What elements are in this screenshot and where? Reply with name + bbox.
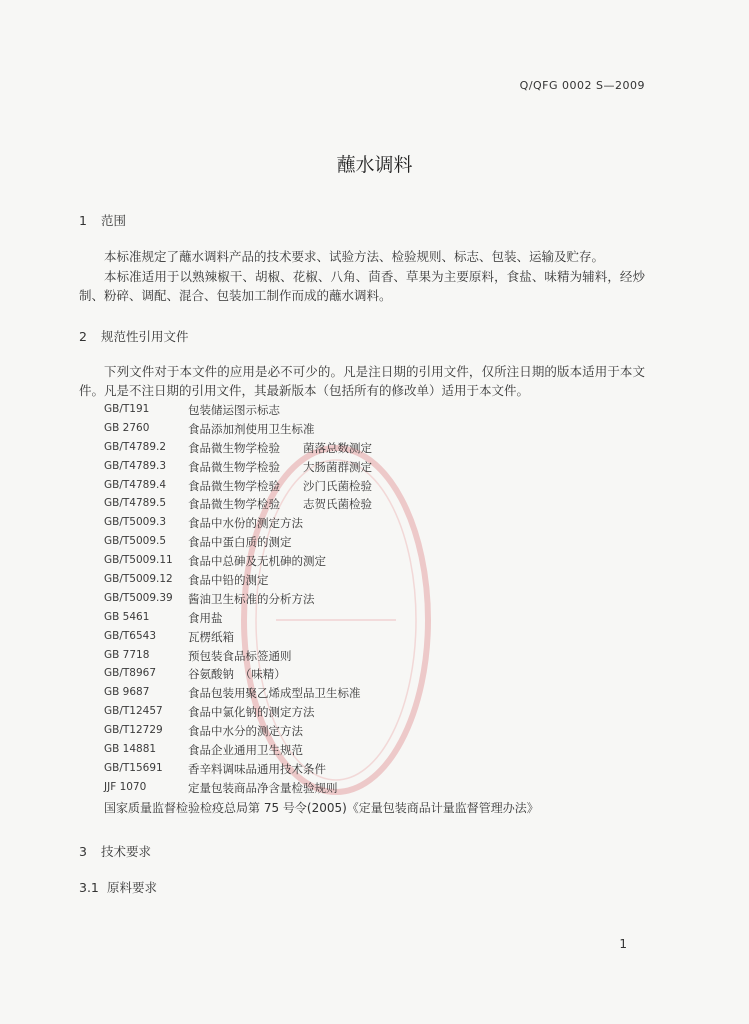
reference-code: GB/T4789.4: [104, 478, 167, 491]
reference-title: 谷氨酸钠 （味精）: [188, 667, 286, 682]
section-number: 3.1: [79, 880, 99, 895]
reference-code: GB/T8967: [104, 667, 157, 680]
reference-code: GB/T5009.11: [104, 554, 173, 567]
reference-title: 定量包装商品净含量检验规则: [188, 780, 338, 795]
section-number: 1: [79, 213, 87, 228]
reference-item: [104, 515, 372, 534]
reference-code: GB/T5009.3: [104, 516, 167, 529]
reference-code: GB/T6543: [104, 629, 157, 642]
reference-item: [104, 572, 372, 591]
reference-code: GB/T15691: [104, 761, 163, 774]
reference-item: [104, 666, 372, 685]
reference-item: [104, 553, 372, 572]
reference-title: 香辛料调味品通用技术条件: [188, 761, 326, 776]
section-number: 2: [79, 329, 87, 344]
reference-code: GB/T4789.2: [104, 440, 167, 453]
reference-code: GB 5461: [104, 610, 150, 623]
reference-code: GB 9687: [104, 686, 150, 699]
scope-paragraph-2: 本标准适用于以熟辣椒干、胡椒、花椒、八角、茴香、草果为主要原料，食盐、味精为辅料，经炒制、粉碎、调配、混合、包装加工制作而成的蘸水调料。: [79, 269, 645, 303]
reference-item: [104, 421, 372, 440]
section-3-heading: [79, 842, 151, 860]
reference-code: GB/T5009.12: [104, 573, 173, 586]
reference-title: 食品企业通用卫生规范: [188, 743, 303, 758]
reference-item: [104, 742, 372, 761]
reference-title: 包装储运图示标志: [188, 403, 280, 417]
reference-title: 食品中铅的测定: [188, 573, 269, 588]
reference-title: 食品中总砷及无机砷的测定: [188, 554, 326, 569]
reference-item: [104, 610, 372, 629]
reference-item: [104, 648, 372, 667]
reference-title: 食品中氯化钠的测定方法: [188, 705, 315, 720]
reference-code: GB 14881: [104, 743, 157, 756]
reference-title: 食品添加剂使用卫生标准: [188, 421, 315, 436]
reference-item: [104, 629, 372, 648]
reference-code: GB/T4789.5: [104, 497, 167, 510]
section-2-heading: [79, 327, 189, 345]
reference-item: [104, 780, 372, 799]
reference-title: 食品中蛋白质的测定: [188, 535, 292, 550]
document-title: 蘸水调料: [336, 154, 413, 176]
scope-paragraph-1: 本标准规定了蘸水调料产品的技术要求、试验方法、检验规则、标志、包装、运输及贮存。: [104, 249, 605, 264]
reference-title: 食品中水份的测定方法: [188, 516, 303, 531]
reference-item: [104, 478, 372, 497]
reference-title: 食品包装用聚乙烯成型品卫生标准: [188, 686, 361, 701]
reference-item: [104, 402, 372, 421]
page-number: 1: [619, 937, 627, 951]
references-intro: 下列文件对于本文件的应用是必不可少的。凡是注日期的引用文件，仅所注日期的版本适用于本文件。凡是不注日期的引用文件，其最新版本（包括所有的修改单）适用于本文件。: [79, 364, 645, 398]
section-title: 原料要求: [107, 880, 158, 895]
reference-list: [104, 402, 372, 799]
section-title: 规范性引用文件: [101, 329, 189, 344]
reference-code: GB 7718: [104, 648, 150, 661]
section-1-heading: [79, 211, 126, 229]
reference-title: 预包装食品标签通则: [188, 648, 292, 663]
reference-item: [104, 761, 372, 780]
reference-code: GB/T12457: [104, 705, 163, 718]
reference-item: [104, 685, 372, 704]
regulation-reference: 国家质量监督检验检疫总局第 75 号令(2005)《定量包装商品计量监督管理办法》: [104, 801, 539, 815]
reference-code: GB/T5009.39: [104, 591, 173, 604]
section-title: 技术要求: [101, 844, 152, 859]
reference-title: 酱油卫生标准的分析方法: [188, 591, 315, 606]
reference-item: [104, 440, 372, 459]
reference-code: GB/T12729: [104, 724, 163, 737]
section-3-1-heading: [79, 878, 157, 896]
section-title: 范围: [101, 213, 127, 228]
reference-code: GB/T5009.5: [104, 535, 167, 548]
reference-code: GB/T4789.3: [104, 459, 167, 472]
reference-item: [104, 496, 372, 515]
reference-item: [104, 534, 372, 553]
reference-title: 食品微生物学检验 志贺氏菌检验: [188, 497, 372, 512]
reference-code: GB/T191: [104, 403, 150, 415]
reference-item: [104, 591, 372, 610]
reference-title: 瓦楞纸箱: [188, 629, 234, 644]
standard-code: Q/QFG 0002 S—2009: [519, 79, 645, 92]
reference-title: 食品微生物学检验 菌落总数测定: [188, 440, 372, 455]
section-number: 3: [79, 844, 87, 859]
reference-title: 食品微生物学检验 大肠菌群测定: [188, 459, 372, 474]
reference-item: [104, 459, 372, 478]
reference-item: [104, 704, 372, 723]
reference-title: 食用盐: [188, 610, 223, 625]
reference-title: 食品微生物学检验 沙门氏菌检验: [188, 478, 372, 493]
reference-title: 食品中水分的测定方法: [188, 724, 303, 739]
reference-item: [104, 723, 372, 742]
reference-code: JJF 1070: [104, 780, 147, 793]
reference-code: GB 2760: [104, 421, 150, 434]
